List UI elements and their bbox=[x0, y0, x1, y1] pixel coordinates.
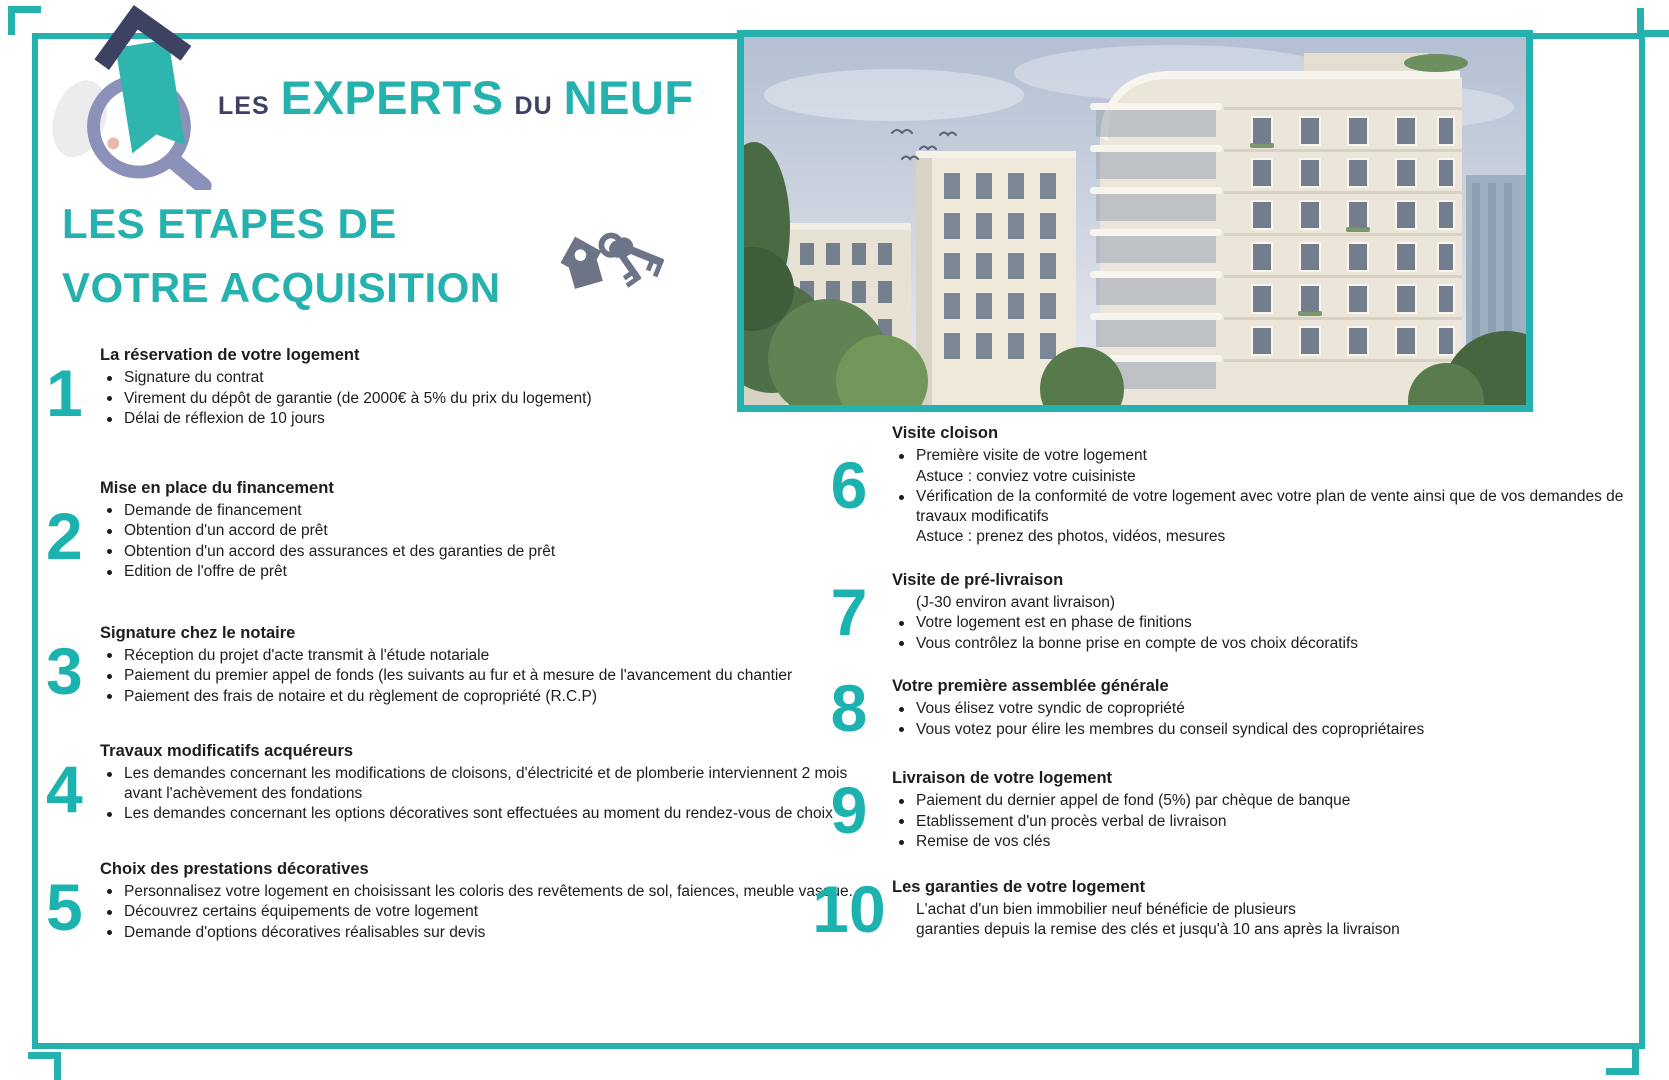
step-2 bbox=[46, 479, 876, 582]
step-bullet: Personnalisez votre logement en choisissant les coloris des revêtements de sol, faiences, meuble vasque... bbox=[100, 882, 876, 902]
step-title: Les garanties de votre logement bbox=[892, 877, 1146, 896]
step-bullet: Remise de vos clés bbox=[892, 832, 1632, 852]
step-bullet: Délai de réflexion de 10 jours bbox=[100, 409, 876, 429]
step-bullet: Demande de financement bbox=[100, 501, 876, 521]
step-title: Visite cloison bbox=[892, 424, 999, 442]
step-number: 10 bbox=[812, 871, 886, 946]
brand-wordmark bbox=[218, 70, 694, 125]
step-5 bbox=[46, 860, 876, 943]
brand-word-experts: EXPERTS bbox=[280, 71, 504, 124]
step-note: Astuce : conviez votre cuisiniste bbox=[916, 467, 1136, 485]
step-bullet: Votre logement est en phase de finitions bbox=[892, 613, 1632, 633]
step-title: Choix des prestations décoratives bbox=[100, 859, 369, 878]
step-bullet: Demande d'options décoratives réalisables sur devis bbox=[100, 923, 876, 943]
step-bullet: Découvrez certains équipements de votre logement bbox=[100, 902, 876, 922]
step-bullet: Paiement du premier appel de fonds (les suivants au fur et à mesure de l'avancement du chantier bbox=[100, 666, 876, 686]
brand-word-du: DU bbox=[514, 92, 553, 120]
step-bullet: Obtention d'un accord de prêt bbox=[100, 521, 876, 541]
step-title: Travaux modificatifs acquéreurs bbox=[100, 742, 354, 760]
corner-mark-top-left bbox=[8, 6, 41, 35]
step-bullet: Vous votez pour élire les membres du conseil syndical des copropriétaires bbox=[892, 720, 1632, 740]
brand-word-neuf: NEUF bbox=[563, 71, 694, 124]
step-bullet: Etablissement d'un procès verbal de livraison bbox=[892, 812, 1632, 832]
step-title: Signature chez le notaire bbox=[100, 623, 296, 642]
step-number: 8 bbox=[830, 671, 868, 745]
step-title: Votre première assemblée générale bbox=[892, 677, 1169, 695]
corner-mark-bottom-left bbox=[28, 1052, 61, 1080]
step-number: 6 bbox=[830, 448, 868, 523]
house-magnifier-icon bbox=[52, 2, 220, 190]
step-title: La réservation de votre logement bbox=[100, 346, 360, 364]
step-4 bbox=[46, 742, 876, 824]
step-9 bbox=[806, 769, 1632, 852]
step-number: 2 bbox=[46, 499, 83, 573]
brand-word-les: LES bbox=[218, 92, 270, 120]
step-title: Visite de pré-livraison bbox=[892, 570, 1064, 589]
house-keys-icon bbox=[556, 218, 672, 310]
step-bullet: Paiement du dernier appel de fond (5%) par chèque de banque bbox=[892, 791, 1632, 811]
step-number: 9 bbox=[830, 773, 868, 848]
corner-mark-bottom-right bbox=[1606, 1046, 1639, 1075]
step-bullet: Première visite de votre logement bbox=[892, 446, 1632, 466]
steps-column-left bbox=[46, 346, 876, 942]
step-6 bbox=[806, 424, 1632, 547]
step-7 bbox=[806, 571, 1632, 654]
step-number: 5 bbox=[46, 869, 83, 944]
step-number: 1 bbox=[46, 356, 83, 431]
step-8 bbox=[806, 671, 1632, 745]
step-1 bbox=[46, 346, 876, 429]
step-bullet: Les demandes concernant les modifications de cloisons, d'électricité et de plomberie interviennent 2 mois avant l'achèvement des fondations bbox=[100, 764, 876, 803]
step-bullet: Paiement des frais de notaire et du règlement de copropriété (R.C.P) bbox=[100, 687, 876, 707]
step-note: garanties depuis la remise des clés et jusqu'à 10 ans après la livraison bbox=[916, 921, 1400, 938]
step-note: Astuce : prenez des photos, vidéos, mesures bbox=[916, 528, 1226, 545]
step-number: 4 bbox=[46, 751, 83, 826]
step-bullet: Vous contrôlez la bonne prise en compte de vos choix décoratifs bbox=[892, 634, 1632, 654]
step-bullet: Réception du projet d'acte transmit à l'étude notariale bbox=[100, 646, 876, 666]
step-title: Livraison de votre logement bbox=[892, 769, 1113, 787]
steps-column-right bbox=[806, 424, 1632, 946]
corner-mark-top-right bbox=[1637, 8, 1669, 37]
page-title bbox=[62, 192, 622, 320]
page-title-line2: VOTRE ACQUISITION bbox=[62, 264, 501, 311]
page-title-line1: LES ETAPES DE bbox=[62, 200, 397, 247]
step-bullet: Signature du contrat bbox=[100, 368, 876, 388]
step-bullet: Vous élisez votre syndic de copropriété bbox=[892, 699, 1632, 719]
step-number: 7 bbox=[830, 574, 868, 649]
step-title: Mise en place du financement bbox=[100, 478, 334, 497]
step-10 bbox=[806, 871, 1632, 946]
step-bullet: Virement du dépôt de garantie (de 2000€ à 5% du prix du logement) bbox=[100, 389, 876, 409]
step-bullet: Vérification de la conformité de votre logement avec votre plan de vente ainsi que de vos demandes de travaux modificatifs bbox=[892, 487, 1632, 526]
step-number: 3 bbox=[46, 633, 83, 708]
step-bullet: Edition de l'offre de prêt bbox=[100, 562, 876, 582]
step-3 bbox=[46, 624, 876, 707]
step-bullet: Les demandes concernant les options décoratives sont effectuées au moment du rendez-vous de choix bbox=[100, 804, 876, 824]
step-note: (J-30 environ avant livraison) bbox=[916, 593, 1116, 611]
step-note: L'achat d'un bien immobilier neuf bénéficie de plusieurs bbox=[916, 900, 1296, 918]
step-bullet: Obtention d'un accord des assurances et des garanties de prêt bbox=[100, 542, 876, 562]
